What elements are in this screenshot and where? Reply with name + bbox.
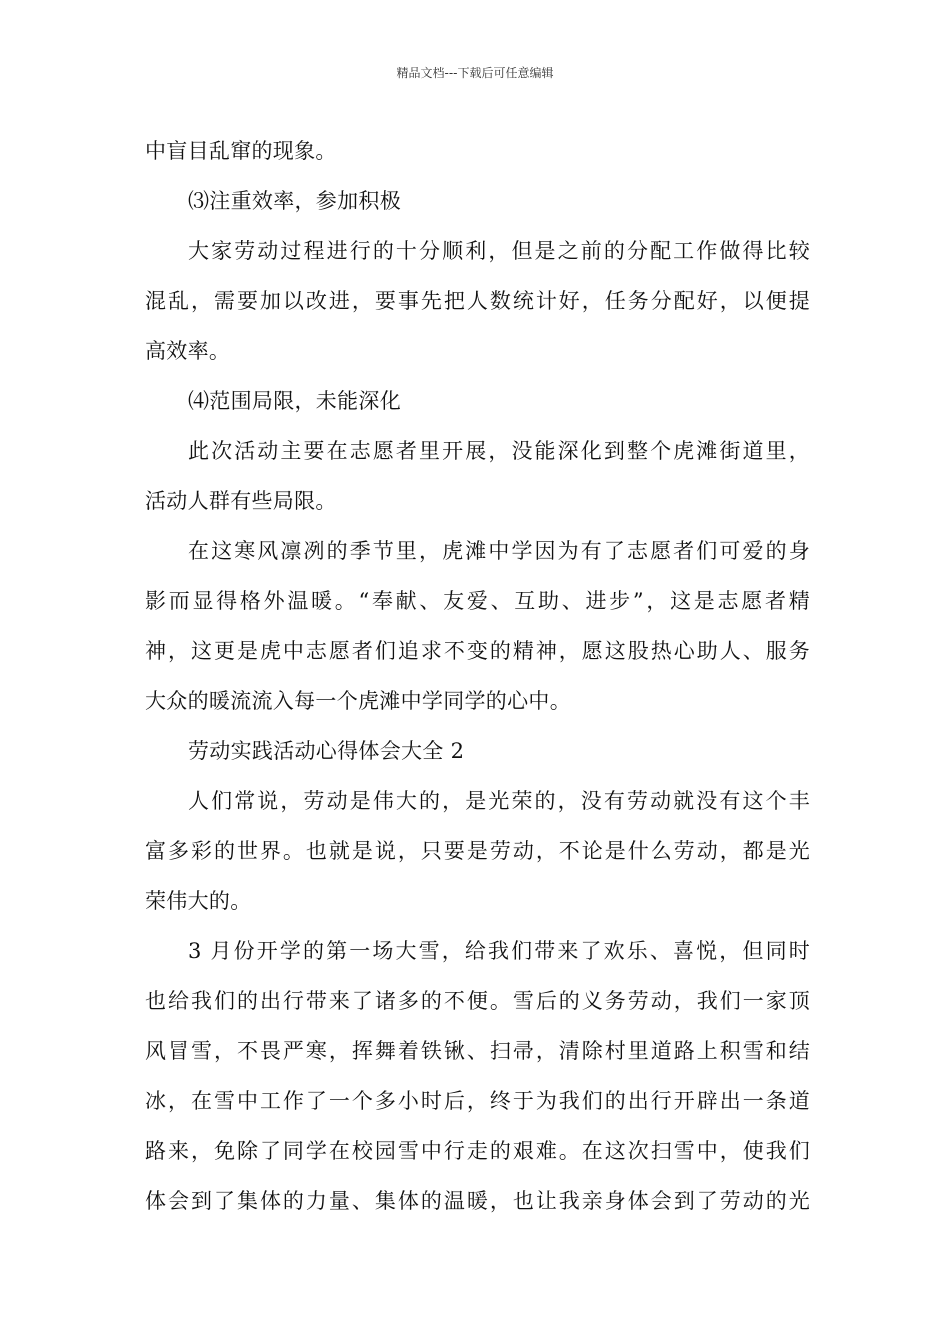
text-line: 富多彩的世界。也就是说，只要是劳动，不论是什么劳动，都是光: [145, 839, 810, 863]
text-line: 荣伟大的。: [145, 889, 252, 913]
text-line: 影而显得格外温暖。“奉献、友爱、互助、进步”，这是志愿者精: [145, 589, 810, 613]
text-line: 混乱，需要加以改进，要事先把人数统计好，任务分配好，以便提: [145, 289, 810, 313]
text-line: 高效率。: [145, 339, 231, 363]
text-line: 人们常说，劳动是伟大的，是光荣的，没有劳动就没有这个丰: [188, 789, 810, 813]
text-line: 活动人群有些局限。: [145, 489, 337, 513]
text-line: 大众的暖流流入每一个虎滩中学同学的心中。: [145, 689, 571, 713]
text-line: 风冒雪，不畏严寒，挥舞着铁锹、扫帚，清除村里道路上积雪和结: [145, 1039, 810, 1063]
section-heading: ⑶注重效率，参加积极: [188, 189, 401, 213]
text-line: 3 月份开学的第一场大雪，给我们带来了欢乐、喜悦，但同时: [188, 939, 810, 963]
text-line: 神，这更是虎中志愿者们追求不变的精神，愿这股热心助人、服务: [145, 639, 810, 663]
text-line: 在这寒风凛冽的季节里，虎滩中学因为有了志愿者们可爱的身: [188, 539, 810, 563]
text-line: 路来，免除了同学在校园雪中行走的艰难。在这次扫雪中，使我们: [145, 1139, 810, 1163]
text-line: 冰，在雪中工作了一个多小时后，终于为我们的出行开辟出一条道: [145, 1089, 810, 1113]
text-line: 此次活动主要在志愿者里开展，没能深化到整个虎滩街道里，: [188, 439, 810, 463]
text-line: 也给我们的出行带来了诸多的不便。雪后的义务劳动，我们一家顶: [145, 989, 810, 1013]
document-body: [145, 126, 810, 1226]
section-heading: ⑷范围局限，未能深化: [188, 389, 401, 413]
text-line: 大家劳动过程进行的十分顺利，但是之前的分配工作做得比较: [188, 239, 810, 263]
text-line: 中盲目乱窜的现象。: [145, 139, 337, 163]
text-line: 体会到了集体的力量、集体的温暖，也让我亲身体会到了劳动的光: [145, 1189, 810, 1213]
page-header: 精品文档---下载后可任意编辑: [396, 66, 554, 80]
article-title: 劳动实践活动心得体会大全 2: [188, 739, 465, 763]
